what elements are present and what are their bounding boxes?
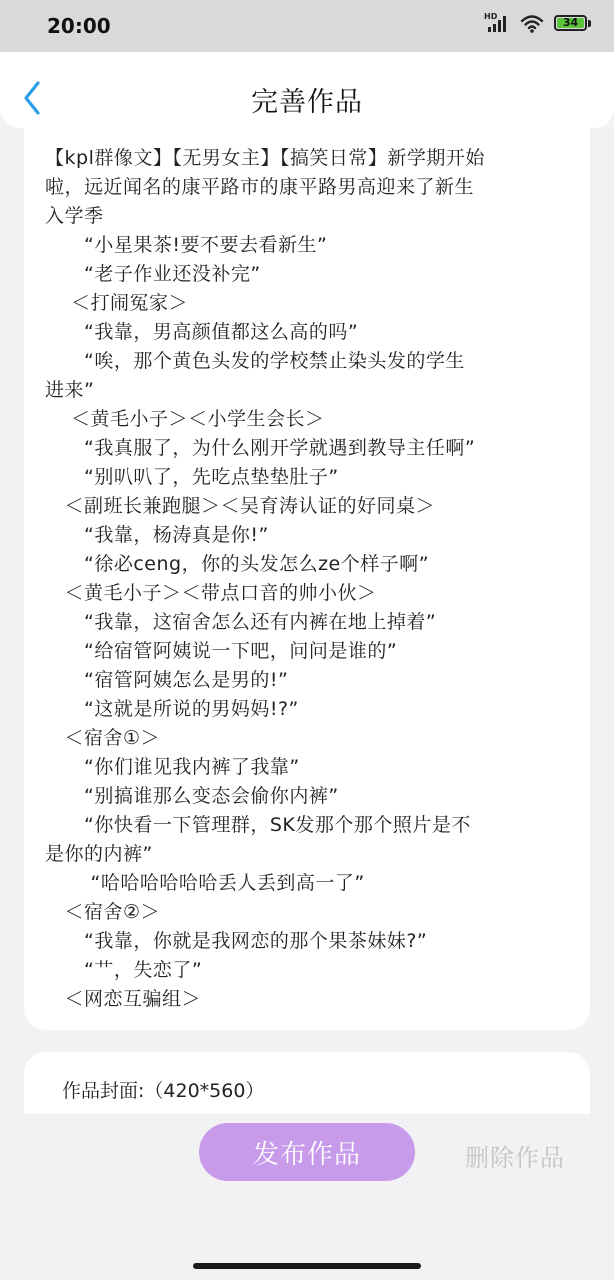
description-line: “我靠，这宿舍怎么还有内裤在地上掉着” (45, 611, 437, 633)
status-icons (484, 14, 594, 34)
nav-bar (0, 52, 614, 128)
description-line: 进来” (45, 379, 95, 401)
description-line: “给宿管阿姨说一下吧，问问是谁的” (45, 640, 398, 662)
description-line: ＜黄毛小子＞＜小学生会长＞ (45, 408, 325, 430)
page-title: 完善作品 (251, 87, 363, 118)
description-line: “哈哈哈哈哈哈丢人丢到高一了” (45, 872, 365, 894)
status-time: 20:00 (47, 14, 111, 38)
description-line: “我靠，男高颜值都这么高的吗” (45, 321, 359, 343)
status-bar (0, 0, 614, 52)
description-line: ＜打闹冤家＞ (45, 292, 189, 314)
description-line: 【kpl群像文】【无男女主】【搞笑日常】新学期开始 (45, 147, 485, 169)
description-line: “我靠，杨涛真是你!” (45, 524, 269, 546)
description-line: “别叭叭了，先吃点垫垫肚子” (45, 466, 339, 488)
description-line: ＜网恋互骗组＞ (45, 988, 202, 1010)
publish-button[interactable]: 发布作品 (199, 1123, 415, 1181)
delete-button[interactable]: 删除作品 (465, 1144, 565, 1172)
network-label: HD (484, 12, 498, 21)
description-line: 啦，远近闻名的康平路市的康平路男高迎来了新生 (45, 176, 475, 198)
battery-icon (554, 14, 594, 34)
bottom-action-bar (0, 1114, 614, 1280)
description-line: “艹，失恋了” (45, 959, 203, 981)
description-line: “唉，那个黄色头发的学校禁止染头发的学生 (45, 350, 465, 372)
description-line: ＜宿舍①＞ (45, 727, 161, 749)
description-line: 入学季 (45, 205, 104, 227)
description-line: ＜宿舍②＞ (45, 901, 161, 923)
description-line: “小星果茶!要不要去看新生” (45, 234, 328, 256)
cover-card (24, 1052, 590, 1114)
description-line: ＜黄毛小子＞＜带点口音的帅小伙＞ (45, 582, 377, 604)
description-line: “我靠，你就是我网恋的那个果茶妹妹?” (45, 930, 428, 952)
cover-label: 作品封面:（420*560） (62, 1080, 265, 1102)
home-indicator[interactable] (193, 1263, 421, 1269)
battery-level: 34 (562, 16, 579, 29)
description-line: “老子作业还没补完” (45, 263, 261, 285)
description-line: “别搞谁那么变态会偷你内裤” (45, 785, 339, 807)
description-line: “我真服了，为什么刚开学就遇到教导主任啊” (45, 437, 476, 459)
description-line: “徐必ceng，你的头发怎么ze个样子啊” (45, 553, 430, 575)
description-line: “你快看一下管理群，SK发那个那个照片是不 (45, 814, 471, 836)
description-line: ＜副班长兼跑腿＞＜吴育涛认证的好同桌＞ (45, 495, 436, 517)
description-line: “这就是所说的男妈妈!?” (45, 698, 299, 720)
description-line: “你们谁见我内裤了我靠” (45, 756, 300, 778)
signal-icon (484, 14, 510, 34)
wifi-icon (520, 14, 544, 34)
description-line: “宿管阿姨怎么是男的!” (45, 669, 289, 691)
description-line: 是你的内裤” (45, 843, 153, 865)
